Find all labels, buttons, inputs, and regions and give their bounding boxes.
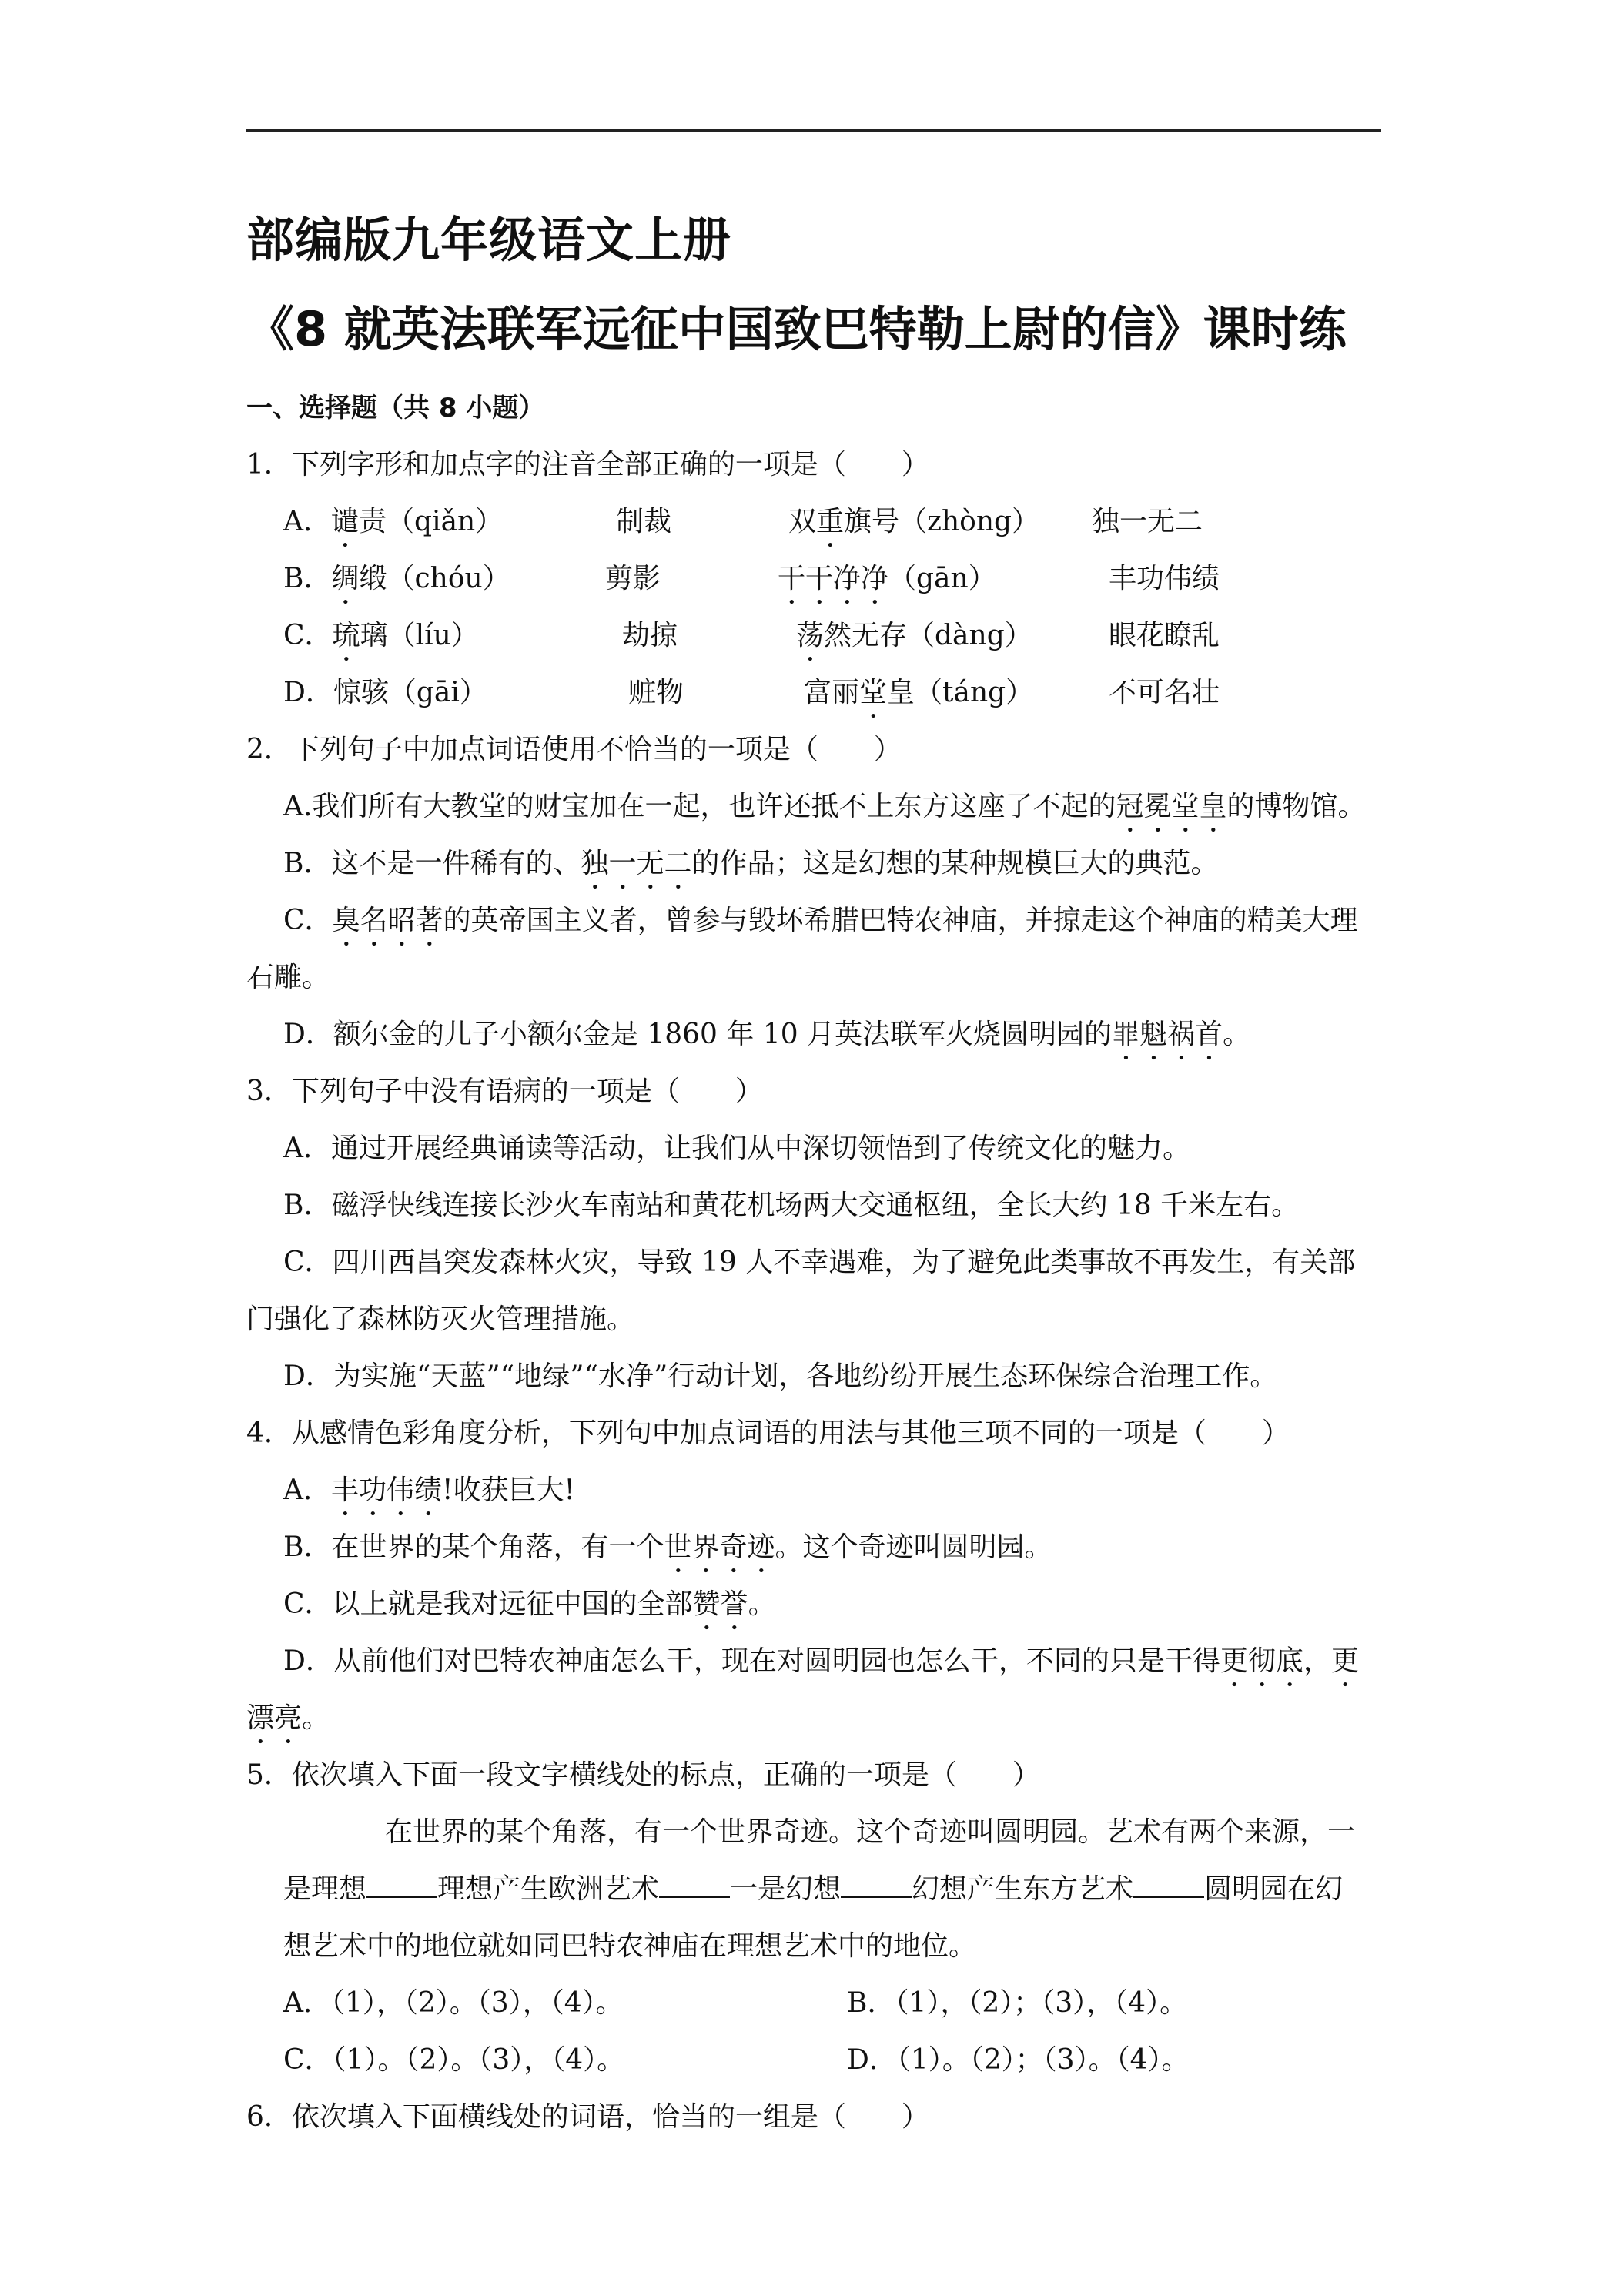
- q2-d-post: 。: [1223, 1019, 1251, 1050]
- q4-d-cont-em: 漂亮: [246, 1702, 303, 1734]
- q1-b-em: 绸: [331, 563, 360, 594]
- q4-d-pre: D．从前他们对巴特农神庙怎么干，现在对圆明园也怎么干，不同的只是干得: [283, 1645, 1220, 1677]
- q2-b-em: 独一无二: [581, 848, 692, 879]
- q1-c-label: C．: [283, 620, 333, 651]
- q4-option-d-cont: [246, 1702, 330, 1750]
- q4-d-post: ，: [1303, 1645, 1331, 1677]
- q1-a-label: A．: [283, 506, 331, 537]
- q6-stem: 6．依次填入下面横线处的词语，恰当的一组是（ ）: [246, 2101, 929, 2133]
- q2-a-em: 冠冕堂皇: [1116, 791, 1227, 822]
- q1-d-c4: 不可名壮: [1109, 677, 1220, 708]
- q1-b-c3b: gān: [916, 563, 969, 594]
- q1-c-c4: 眼花瞭乱: [1109, 620, 1220, 651]
- q2-option-c: [283, 904, 1358, 952]
- q5-blank-3: [841, 1873, 912, 1898]
- q1-b-c3a: 干干净净（: [778, 563, 917, 594]
- q2-d-em: 罪魁祸首: [1112, 1019, 1223, 1050]
- q1-d-c3b: 堂: [859, 677, 888, 708]
- q1-b-c3c: ）: [968, 563, 996, 594]
- q1-d-c1: 骇（gāi）: [360, 677, 487, 708]
- q2-option-c-cont: 石雕。: [246, 962, 330, 993]
- q5-p2-d: 幻想产生东方艺术: [912, 1873, 1134, 1905]
- q4-d-em: 更彻底: [1220, 1645, 1303, 1677]
- q1-a-c1: 责（qiǎn）: [359, 506, 504, 537]
- q1-a-c3c: 旗号（zhòng）: [844, 506, 1040, 537]
- q1-b-c4: 丰功伟绩: [1109, 563, 1220, 594]
- q4-option-c: [283, 1588, 776, 1636]
- q5-p2-b: 理想产生欧洲艺术: [437, 1873, 660, 1905]
- q2-a-pre: A.我们所有大教堂的财宝加在一起，也许还抵不上东方这座了不起的: [283, 791, 1116, 822]
- q1-d-c2: 赃物: [628, 677, 684, 708]
- q5-option-c: C．（1）。（2）。（3），（4）。: [283, 2044, 625, 2076]
- q1-d-c3c: 皇（táng）: [887, 677, 1034, 708]
- page-title: 部编版九年级语文上册: [246, 212, 732, 268]
- q1-c-em: 琉: [332, 620, 360, 651]
- page-subtitle: 《8 就英法联军远征中国致巴特勒上尉的信》课时练: [246, 301, 1347, 357]
- q5-passage-line2: [283, 1873, 1343, 1906]
- q2-c-pre: C．: [283, 905, 333, 936]
- q3-stem: 3．下列句子中没有语病的一项是（ ）: [246, 1076, 763, 1107]
- header-rule: [246, 129, 1381, 132]
- q4-option-a: [283, 1474, 575, 1522]
- q5-blank-4: [1133, 1873, 1204, 1898]
- q1-c-c3b: 然无存（dàng）: [824, 620, 1032, 651]
- q4-option-b: [283, 1531, 1052, 1579]
- q2-stem: 2．下列句子中加点词语使用不恰当的一项是（ ）: [246, 734, 902, 765]
- q5-passage-line1: 在世界的某个角落，有一个世界奇迹。这个奇迹叫圆明园。艺术有两个来源，一: [385, 1816, 1356, 1848]
- q5-p2-c: 一是幻想: [730, 1873, 842, 1905]
- q5-option-a: A．（1），（2）。（3），（4）。: [283, 1987, 624, 2019]
- q1-c-c1: 璃（líu）: [360, 620, 479, 651]
- q1-b-label: B．: [283, 563, 332, 594]
- q1-a-c4: 独一无二: [1092, 506, 1203, 537]
- q2-option-b: [283, 847, 1219, 895]
- section-heading: 一、选择题（共 8 小题）: [246, 393, 545, 423]
- q4-d-cont-post: 。: [302, 1702, 330, 1734]
- q5-blank-2: [659, 1873, 730, 1898]
- q1-stem: 1．下列字形和加点字的注音全部正确的一项是（ ）: [246, 449, 929, 480]
- q1-d-c1a: 惊: [333, 677, 361, 708]
- q1-a-em: 谴: [331, 506, 360, 537]
- q4-option-d: [283, 1645, 1359, 1693]
- q2-option-a: [283, 790, 1365, 838]
- q3-option-c-cont: 门强化了森林防灭火管理措施。: [246, 1304, 635, 1335]
- q1-a-c3a: 双: [788, 506, 817, 537]
- q2-a-post: 的博物馆。: [1226, 791, 1366, 822]
- q1-d-c3a: 富丽: [804, 677, 860, 708]
- q4-b-post: 。这个奇迹叫圆明园。: [775, 1531, 1052, 1563]
- q5-passage-line3: 想艺术中的地位就如同巴特农神庙在理想艺术中的地位。: [283, 1930, 977, 1962]
- q4-a-post: !收获巨大!: [442, 1474, 575, 1506]
- q2-c-em: 臭名昭著: [332, 905, 443, 936]
- q4-c-em: 赞誉: [692, 1588, 748, 1620]
- q3-option-c: C．四川西昌突发森林火灾，导致 19 人不幸遇难，为了避免此类事故不再发生，有关部: [283, 1247, 1356, 1278]
- q2-option-d: [283, 1018, 1250, 1066]
- q2-d-pre: D．额尔金的儿子小额尔金是 1860 年 10 月英法联军火烧圆明园的: [283, 1019, 1113, 1050]
- q1-a-c2: 制裁: [616, 506, 672, 537]
- q5-p2-e: 圆明园在幻: [1204, 1873, 1344, 1905]
- q3-option-a: A．通过开展经典诵读等活动，让我们从中深切领悟到了传统文化的魅力。: [283, 1133, 1190, 1164]
- q1-b-c1: 缎（chóu）: [359, 563, 510, 594]
- q5-blank-1: [366, 1873, 437, 1898]
- q1-a-c3b: 重: [816, 506, 845, 537]
- q4-b-pre: B．在世界的某个角落，有一个: [283, 1531, 664, 1563]
- q5-option-d: D．（1）。（2）；（3）。（4）。: [847, 2044, 1190, 2076]
- q1-d-label: D．: [283, 677, 333, 708]
- q5-p2-a: 是理想: [283, 1873, 367, 1905]
- q1-b-c2: 剪影: [605, 563, 661, 594]
- q5-stem: 5．依次填入下面一段文字横线处的标点，正确的一项是（ ）: [246, 1759, 1040, 1791]
- q1-c-c2: 劫掠: [622, 620, 678, 651]
- q5-option-b: B．（1），（2）；（3），（4）。: [847, 1987, 1188, 2019]
- q2-b-pre: B．这不是一件稀有的、: [283, 848, 581, 879]
- q4-a-pre: A．: [283, 1474, 331, 1506]
- q3-option-d: D．为实施“天蓝”“地绿”“水净”行动计划，各地纷纷开展生态环保综合治理工作。: [283, 1361, 1278, 1392]
- q1-c-c3a: 荡: [796, 620, 825, 651]
- q4-stem: 4．从感情色彩角度分析，下列句中加点词语的用法与其他三项不同的一项是（ ）: [246, 1417, 1290, 1449]
- q3-option-b: B．磁浮快线连接长沙火车南站和黄花机场两大交通枢纽，全长大约 18 千米左右。: [283, 1190, 1300, 1221]
- q4-c-post: 。: [748, 1588, 776, 1620]
- q4-a-em: 丰功伟绩: [331, 1474, 443, 1506]
- q4-b-em: 世界奇迹: [664, 1531, 775, 1563]
- q2-b-post: 的作品；这是幻想的某种规模巨大的典范。: [691, 848, 1219, 879]
- q2-c-post: 的英帝国主义者，曾参与毁坏希腊巴特农神庙，并掠走这个神庙的精美大理: [443, 905, 1358, 936]
- q4-c-pre: C．以上就是我对远征中国的全部: [283, 1588, 693, 1620]
- q4-d-em2: 更: [1330, 1645, 1359, 1677]
